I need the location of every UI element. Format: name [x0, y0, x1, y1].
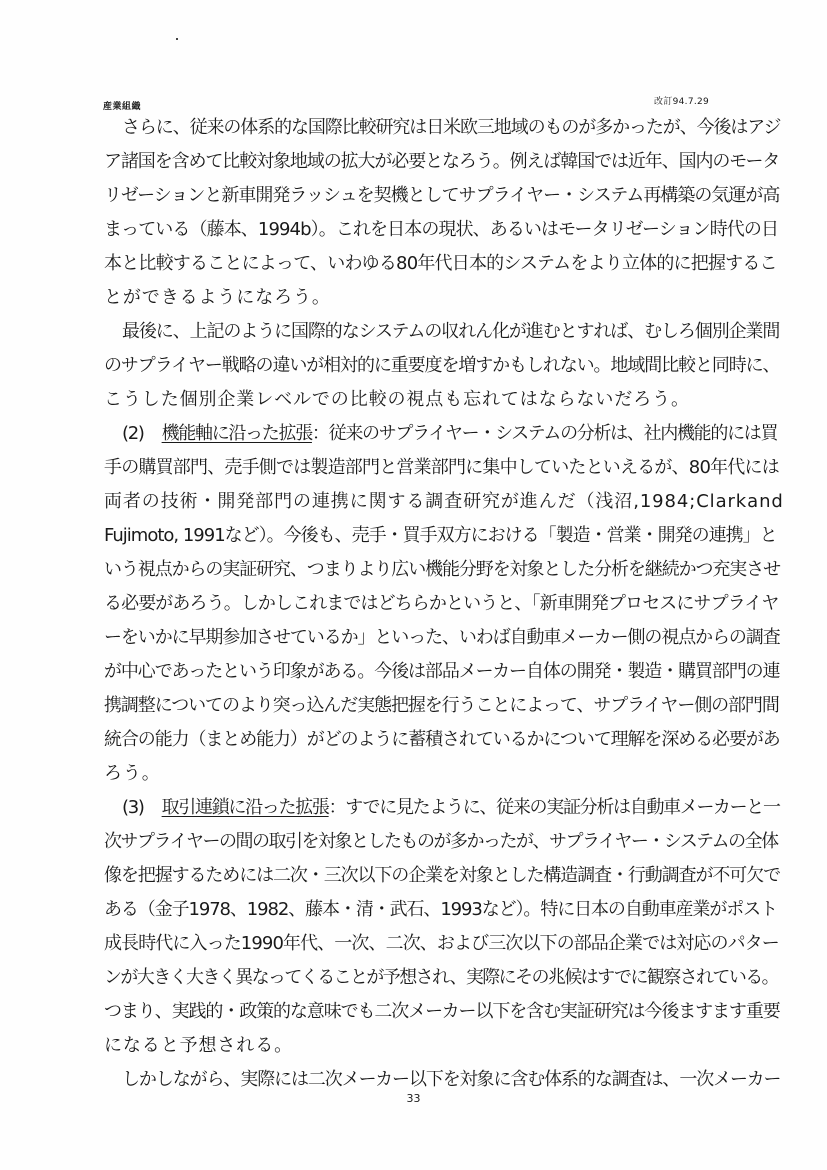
- section-3-heading: 取引連鎖に沿った拡張: [161, 797, 329, 818]
- section-3-line-4: ある（金子1978、1982、藤本・清・武石、1993など）。特に日本の自動車産業がポスト: [104, 899, 777, 920]
- section-3-line-8: になると予想される。: [104, 1035, 293, 1056]
- paragraph-2-line-3: こうした個別企業レベルでの比較の視点も忘れてはならないだろう。: [104, 389, 690, 410]
- section-2-line-1-text: ：従来のサプライヤー・システムの分析は、社内機能的には買: [311, 423, 778, 444]
- paragraph-1-line-6: とができるようになろう。: [104, 287, 331, 308]
- scan-speck: [176, 38, 178, 40]
- section-2-line-3: [104, 491, 784, 513]
- citation-conjunction: and: [747, 491, 784, 512]
- paragraph-2-line-1: 最後に、上記のように国際的なシステムの収れん化が進むとすれば、むしろ個別企業間: [122, 321, 780, 342]
- section-2-line-8: が中心であったという印象がある。今後は部品メーカー自体の開発・製造・購買部門の連: [104, 661, 780, 682]
- section-3-line-7: つまり、実践的・政策的な意味でも二次メーカー以下を含む実証研究は今後ますます重要: [104, 1001, 780, 1022]
- section-2-line-6: る必要があろう。しかしこれまではどちらかというと、「新車開発プロセスにサプライヤ: [104, 593, 779, 614]
- header-section-label: 産業組織: [103, 102, 142, 112]
- section-2-line-1: [122, 423, 777, 445]
- paragraph-1-line-5: 本と比較することによって、いわゆる80年代日本的システムをより立体的に把握するこ: [104, 253, 777, 274]
- section-3-line-6: ンが大きく大きく異なってくることが予想され、実際にその兆候はすでに観察されている。: [104, 967, 779, 988]
- section-3-line-3: 像を把握するためには二次・三次以下の企業を対象とした構造調査・行動調査が不可欠で: [104, 865, 780, 886]
- section-3-line-5: 成長時代に入った1990年代、一次、二次、および三次以下の部品企業では対応のパター: [104, 933, 779, 954]
- section-2-line-2: 手の購買部門、売手側では製造部門と営業部門に集中していたといえるが、80年代には: [104, 457, 779, 478]
- paragraph-1-line-1: さらに、従来の体系的な国際比較研究は日米欧三地域のものが多かったが、今後はアジ: [122, 117, 781, 138]
- section-3-line-1: [122, 797, 780, 819]
- section-2-line-10: 統合の能力（まとめ能力）がどのように蓄積されているかについて理解を深める必要があ: [104, 729, 780, 750]
- section-3-number: (3): [122, 797, 144, 818]
- paragraph-1-line-2: ア諸国を含めて比較対象地域の拡大が必要となろう。例えば韓国では近年、国内のモータ: [104, 151, 780, 172]
- section-2-line-11: ろう。: [104, 763, 161, 784]
- citation-author-clark: Clark: [696, 491, 748, 512]
- section-2-line-5: いう視点からの実証研究、つまりより広い機能分野を対象とした分析を継続かつ充実させ: [104, 559, 780, 580]
- paragraph-5-line-1: しかしながら、実際には二次メーカー以下を対象に含む体系的な調査は、一次メーカー: [122, 1069, 781, 1090]
- section-3-line-1-text: ：すでに見たように、従来の実証分析は自動車メーカーと一: [328, 797, 780, 818]
- section-2-line-3-text: 両者の技術・開発部門の連携に関する調査研究が進んだ（浅沼,1984;: [104, 491, 697, 512]
- page-number: 33: [406, 1092, 421, 1105]
- header-revision-date: 改訂94.7.29: [654, 97, 710, 107]
- paragraph-1-line-3: リゼーションと新車開発ラッシュを契機としてサプライヤー・システム再構築の気運が高: [104, 185, 780, 206]
- section-2-number: (2): [122, 423, 144, 444]
- paragraph-2-line-2: のサプライヤー戦略の違いが相対的に重要度を増すかもしれない。地域間比較と同時に、: [104, 355, 780, 376]
- section-2-line-9: 携調整についてのより突っ込んだ実態把握を行うことによって、サプライヤー側の部門間: [104, 695, 779, 716]
- paragraph-1-line-4: まっている（藤本、1994b）。これを日本の現状、あるいはモータリゼーション時代の日: [104, 219, 779, 240]
- section-2-line-4: Fujimoto, 1991など）。今後も、売手・買手双方における「製造・営業・開発の連携」と: [104, 525, 777, 546]
- section-2-line-7: ーをいかに早期参加させているか」といった、いわば自動車メーカー側の視点からの調査: [104, 627, 780, 648]
- section-2-heading: 機能軸に沿った拡張: [161, 423, 312, 444]
- section-3-line-2: 次サプライヤーの間の取引を対象としたものが多かったが、サプライヤー・システムの全体: [104, 831, 778, 852]
